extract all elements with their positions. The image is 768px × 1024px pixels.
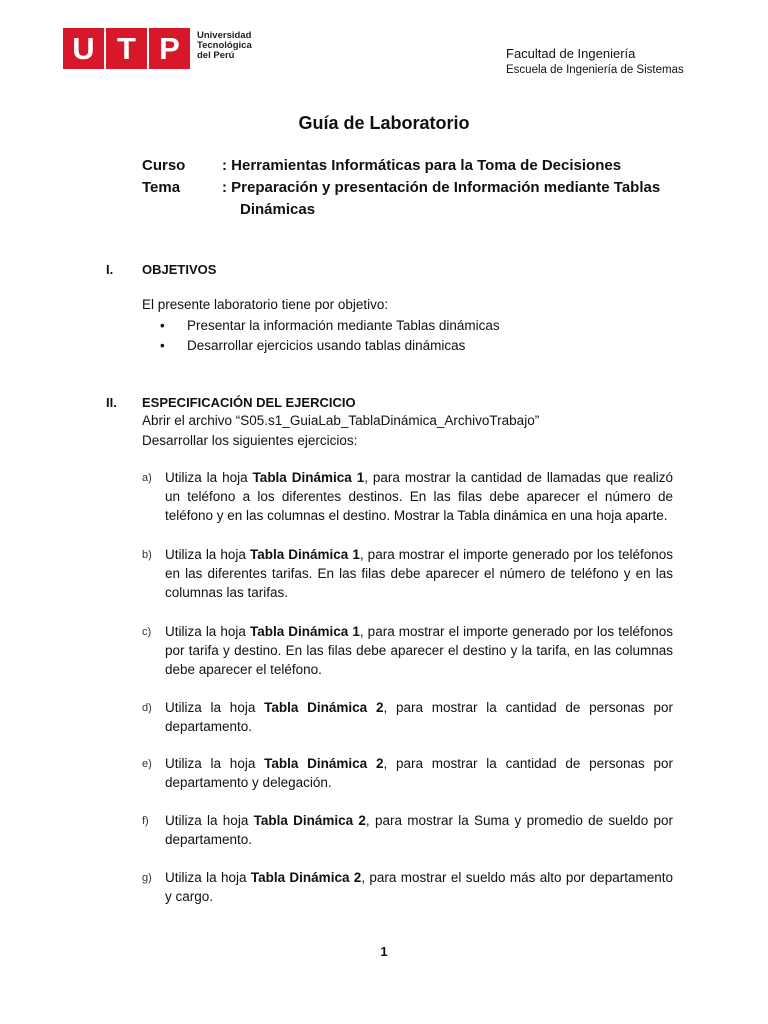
logo-wordmark <box>197 28 252 69</box>
topic-label: Tema <box>142 179 181 196</box>
logo-letter-t: T <box>106 28 147 69</box>
exercise-text: Utiliza la hoja Tabla Dinámica 2, para mostrar la cantidad de personas por departamento. <box>165 700 673 734</box>
section-2-number: II. <box>106 395 117 410</box>
objective-item-1: Presentar la información mediante Tablas dinámicas <box>187 318 500 333</box>
page-number: 1 <box>380 944 388 959</box>
exercise-letter: d) <box>142 702 152 714</box>
faculty-name: Facultad de Ingeniería <box>506 46 636 61</box>
section-1-number: I. <box>106 262 114 277</box>
exercise-letter: g) <box>142 872 152 884</box>
topic-value-line-1: : Preparación y presentación de Información mediante Tablas <box>222 179 661 196</box>
open-file-instruction: Abrir el archivo “S05.s1_GuiaLab_TablaDinámica_ArchivoTrabajo” <box>142 413 540 428</box>
utp-logo <box>63 28 252 69</box>
logo-letter-p: P <box>149 28 190 69</box>
exercise-letter: b) <box>142 549 152 561</box>
section-2-title: ESPECIFICACIÓN DEL EJERCICIO <box>142 395 356 410</box>
course-value: : Herramientas Informáticas para la Toma de Decisiones <box>222 157 622 174</box>
topic-value-line-2: Dinámicas <box>240 201 316 218</box>
objectives-intro: El presente laboratorio tiene por objetivo: <box>142 297 389 312</box>
school-name: Escuela de Ingeniería de Sistemas <box>506 64 684 76</box>
bullet-dot: • <box>160 338 165 353</box>
logo-line-2: Tecnológica <box>197 40 252 51</box>
exercise-text: Utiliza la hoja Tabla Dinámica 2, para mostrar la Suma y promedio de sueldo por departamento. <box>165 813 673 847</box>
develop-instruction: Desarrollar los siguientes ejercicios: <box>142 433 358 448</box>
exercise-letter: c) <box>142 626 152 638</box>
exercise-letter: e) <box>142 758 152 770</box>
exercise-text: Utiliza la hoja Tabla Dinámica 2, para mostrar la cantidad de personas por departamento y delegación. <box>165 756 673 790</box>
objective-item-2: Desarrollar ejercicios usando tablas dinámicas <box>187 338 466 353</box>
document-title: Guía de Laboratorio <box>298 113 470 133</box>
exercise-text: Utiliza la hoja Tabla Dinámica 2, para mostrar el sueldo más alto por departamento y cargo. <box>165 870 673 904</box>
bullet-dot: • <box>160 318 165 333</box>
exercise-letter: a) <box>142 472 152 484</box>
exercise-text: Utiliza la hoja Tabla Dinámica 1, para mostrar el importe generado por los teléfonos por tarifa y destino. En las filas debe aparecer el destino y la tarifa, en las columnas debe aparecer el teléfono. <box>165 624 673 677</box>
exercise-letter: f) <box>142 815 149 827</box>
logo-line-3: del Perú <box>197 50 235 61</box>
exercise-text: Utiliza la hoja Tabla Dinámica 1, para mostrar el importe generado por los teléfonos en las diferentes tarifas. En las filas debe aparecer el número de teléfono y en las columnas las tarifas. <box>165 547 673 600</box>
logo-letter-u: U <box>63 28 104 69</box>
exercise-text: Utiliza la hoja Tabla Dinámica 1, para mostrar la cantidad de llamadas que realizó un teléfono a los diferentes destinos. En las filas debe aparecer el número de teléfono y en las columnas el destino. Mostrar la Tabla dinámica en una hoja aparte. <box>165 470 673 523</box>
section-1-title: OBJETIVOS <box>142 262 217 277</box>
logo-line-1: Universidad <box>197 30 252 41</box>
course-label: Curso <box>142 157 186 174</box>
